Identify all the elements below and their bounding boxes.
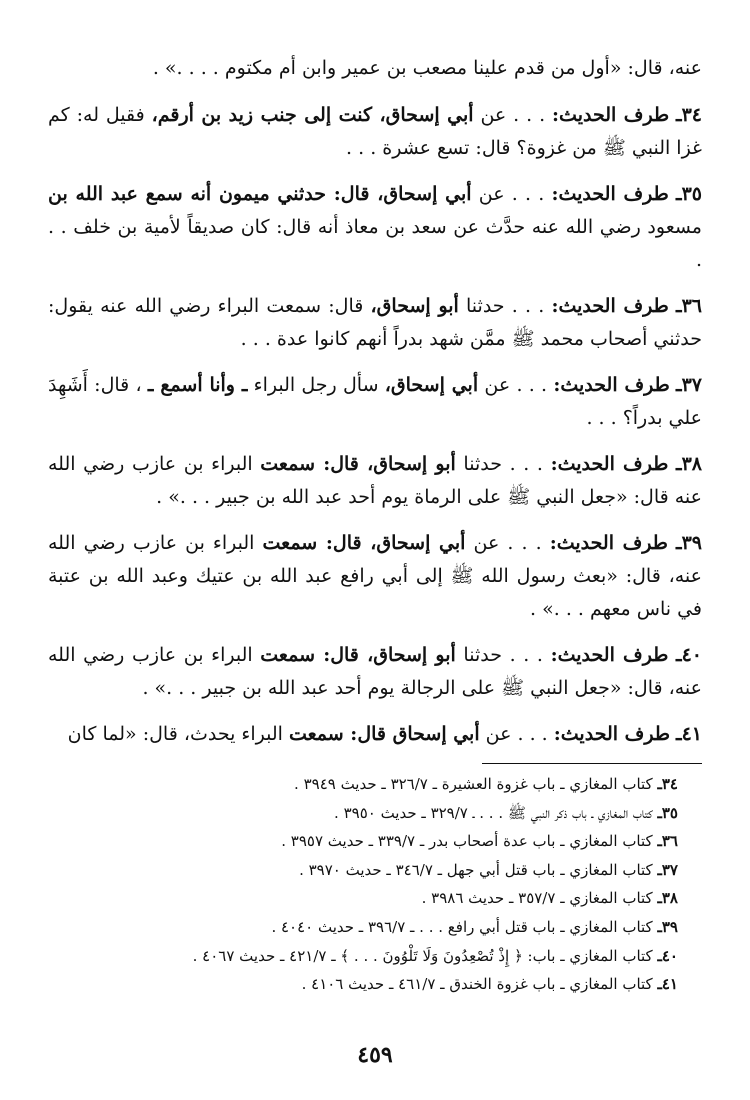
page-number: ٤٥٩ bbox=[357, 1042, 393, 1068]
footnote-number: ٣٩ـ bbox=[657, 917, 678, 936]
entry-emphasis: أبو إسحاق، قال: سمعت bbox=[260, 453, 456, 475]
footnote-text: كتاب المغازي ـ باب عدة أصحاب بدر ـ ٣٣٩/٧ ـ حديث ٣٩٥٧ . bbox=[281, 832, 653, 851]
hadith-entry bbox=[48, 448, 702, 514]
entry-text: . . . حدثنا bbox=[458, 295, 552, 317]
hadith-entry bbox=[48, 639, 702, 705]
entry-emphasis: أبي إسحاق، قال: حدثني ميمون أنه سمع عبد الله بن bbox=[48, 183, 472, 205]
footnotes bbox=[48, 770, 678, 999]
footnote-text: كتاب المغازي ـ باب غزوة العشيرة ـ ٣٢٦/٧ ـ حديث ٣٩٤٩ . bbox=[294, 775, 653, 793]
footnote-number: ٤٠ـ bbox=[657, 946, 678, 965]
entry-text: . . . عن bbox=[471, 183, 552, 205]
hadith-entry bbox=[48, 290, 702, 356]
entry-text: قال: سمعت البراء رضي الله عنه يقول: حدثني أصحاب محمد ﷺ ممَّن شهد بدراً أنهم كانوا عدة . . . bbox=[48, 295, 702, 350]
entry-text: . . . عن bbox=[478, 374, 554, 396]
footnote bbox=[48, 770, 678, 799]
footnote-number: ٣٥ـ bbox=[657, 803, 678, 822]
footnote-text: كتاب المغازي ـ باب قتل أبي رافع . . . ـ ٣٩٦/٧ ـ حديث ٤٠٤٠ . bbox=[271, 917, 653, 936]
entry-heading: طرف الحديث: bbox=[551, 183, 669, 205]
entry-number: ٣٥ـ bbox=[676, 183, 702, 205]
footnote-number: ٣٨ـ bbox=[657, 889, 678, 908]
footnote-number: ٣٤ـ bbox=[657, 775, 678, 793]
entry-number: ٤٠ـ bbox=[676, 644, 702, 666]
entry-text: سأل رجل البراء bbox=[247, 374, 385, 396]
entry-text: فقيل له: كم غزا النبي ﷺ من غزوة؟ قال: تسع عشرة . . . bbox=[48, 104, 702, 159]
entry-heading: طرف الحديث: bbox=[550, 644, 669, 666]
hadith-entry bbox=[48, 99, 702, 165]
entry-number: ٣٨ـ bbox=[676, 453, 702, 475]
entry-text: . . . عن bbox=[479, 723, 554, 745]
entry-heading: طرف الحديث: bbox=[552, 104, 670, 126]
footnote bbox=[48, 970, 678, 999]
hadith-list bbox=[48, 52, 702, 764]
entry-number: ٣٩ـ bbox=[676, 532, 702, 554]
footnote-separator bbox=[482, 763, 702, 764]
footnote-text: كتاب المغازي ـ باب ذكر النبي ﷺ . . . ـ ٣٢٩/٧ ـ حديث ٣٩٥٠ . bbox=[334, 803, 653, 822]
footnote-text: كتاب المغازي ـ باب: ﴿ إِذْ تُصْعِدُونَ وَلَا تَلْوُونَ . . . ﴾ ـ ٤٢١/٧ ـ حديث ٤٠٦٧ . bbox=[192, 946, 653, 965]
footnote-number: ٣٧ـ bbox=[657, 860, 678, 879]
hadith-entry bbox=[48, 52, 702, 85]
entry-emphasis: ـ وأنا أسمع ـ bbox=[147, 374, 248, 396]
footnote bbox=[48, 856, 678, 885]
entry-emphasis: أبو إسحاق، قال: سمعت bbox=[260, 644, 456, 666]
entry-text: عنه، قال: «أول من قدم علينا مصعب بن عمير وابن أم مكتوم . . . .» . bbox=[152, 57, 702, 79]
entry-emphasis: أبي إسحاق قال: سمعت bbox=[288, 723, 480, 745]
hadith-entry bbox=[48, 369, 702, 435]
hadith-entry bbox=[48, 527, 702, 626]
entry-emphasis: أبي إسحاق، bbox=[384, 374, 479, 396]
entry-number: ٣٦ـ bbox=[676, 295, 702, 317]
entry-text: مسعود رضي الله عنه حدَّث عن سعد بن معاذ أنه قال: كان صديقاً لأمية بن خلف . . . bbox=[48, 216, 702, 271]
entry-text: البراء بن عازب رضي الله عنه، قال: «جعل النبي ﷺ على الرجالة يوم أحد عبد الله بن جبير . . .» . bbox=[48, 644, 702, 699]
entry-heading: طرف الحديث: bbox=[553, 374, 670, 396]
footnote bbox=[48, 799, 678, 828]
footnote-text: كتاب المغازي ـ باب غزوة الخندق ـ ٤٦١/٧ ـ حديث ٤١٠٦ . bbox=[301, 975, 653, 994]
entry-text: . . . حدثنا bbox=[455, 453, 551, 475]
hadith-entry bbox=[48, 718, 702, 751]
entry-text: . . . حدثنا bbox=[455, 644, 551, 666]
entry-heading: طرف الحديث: bbox=[549, 532, 668, 554]
footnote bbox=[48, 913, 678, 942]
entry-text: ، قال: أَشَهِدَ علي بدراً؟ . . . bbox=[48, 374, 702, 429]
footnote-number: ٤١ـ bbox=[657, 975, 678, 994]
hadith-entry bbox=[48, 178, 702, 277]
entry-heading: طرف الحديث: bbox=[553, 723, 670, 745]
entry-text: . . . عن bbox=[473, 104, 553, 126]
footnote-number: ٣٦ـ bbox=[657, 832, 678, 851]
footnote-text: كتاب المغازي ـ باب قتل أبي جهل ـ ٣٤٦/٧ ـ حديث ٣٩٧٠ . bbox=[299, 860, 653, 879]
entry-emphasis: أبي إسحاق، كنت إلى جنب زيد بن أرقم، bbox=[151, 104, 474, 126]
entry-emphasis: أبي إسحاق، قال: سمعت bbox=[262, 532, 466, 554]
entry-heading: طرف الحديث: bbox=[550, 453, 669, 475]
entry-text: البراء بن عازب رضي الله عنه، قال: «بعث رسول الله ﷺ إلى أبي رافع عبد الله بن عتيك وعبد الله بن عتبة في ناس معهم . . .» . bbox=[48, 532, 702, 620]
entry-emphasis: أبو إسحاق، bbox=[370, 295, 459, 317]
footnote bbox=[48, 942, 678, 971]
footnote bbox=[48, 827, 678, 856]
entry-text: . . . عن bbox=[465, 532, 550, 554]
footnote-text: كتاب المغازي ـ ٣٥٧/٧ ـ حديث ٣٩٨٦ . bbox=[421, 889, 653, 908]
footnote bbox=[48, 884, 678, 913]
entry-number: ٣٧ـ bbox=[676, 374, 703, 396]
entry-heading: طرف الحديث: bbox=[551, 295, 669, 317]
entry-number: ٤١ـ bbox=[676, 723, 702, 745]
entry-text: البراء بن عازب رضي الله عنه قال: «جعل النبي ﷺ على الرماة يوم أحد عبد الله بن جبير . . .» . bbox=[48, 453, 702, 508]
entry-number: ٣٤ـ bbox=[676, 104, 703, 126]
entry-text: البراء يحدث، قال: «لما كان bbox=[67, 723, 289, 745]
